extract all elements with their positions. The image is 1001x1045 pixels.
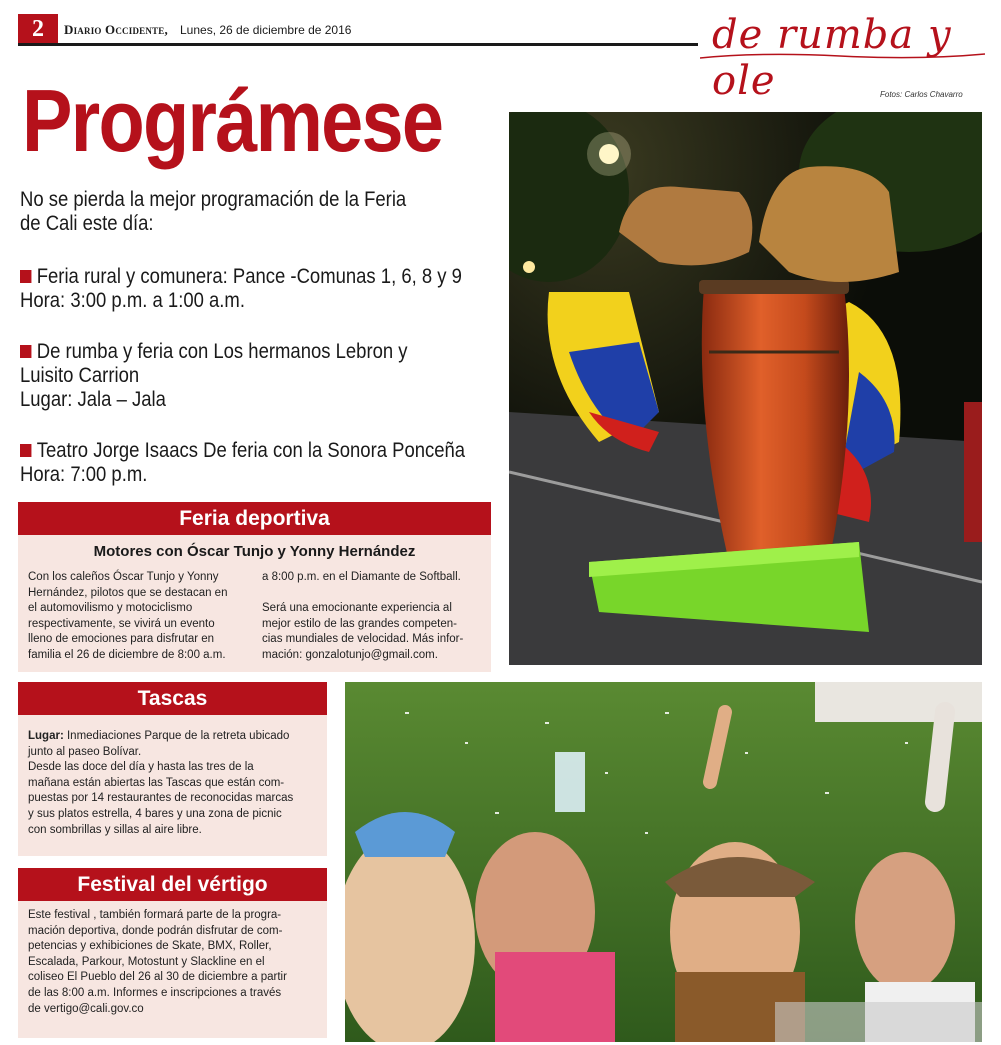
text-line: el automovilismo y motociclismo <box>28 602 193 615</box>
feria-deportiva-col1 <box>28 570 246 664</box>
newspaper-name: Diario Occidente, <box>64 22 168 37</box>
vertigo-text <box>28 908 320 1017</box>
intro-text <box>20 188 406 236</box>
text-line: familia el 26 de diciembre de 8:00 a.m. <box>28 648 226 661</box>
program-item-line: Feria rural y comunera: Pance -Comunas 1, 6, 8 y 9 <box>36 265 462 288</box>
text-line: mejor estilo de las grandes competen- <box>262 617 457 630</box>
intro-line: No se pierda la mejor programación de la Feria <box>20 188 407 211</box>
bullet-square-icon <box>20 270 31 283</box>
feria-deportiva-title: Feria deportiva <box>18 502 491 535</box>
text-line: Con los caleños Óscar Tunjo y Yonny <box>28 571 219 583</box>
text-line: con sombrillas y sillas al aire libre. <box>28 823 202 836</box>
program-item <box>20 265 462 313</box>
section-banner: de rumba y ole <box>712 12 952 104</box>
tascas-label: Lugar: <box>28 730 64 742</box>
text-line: mación: gonzalotunjo@gmail.com. <box>262 648 438 661</box>
section-swash-decoration <box>700 50 985 90</box>
program-item-line: Hora: 3:00 p.m. a 1:00 a.m. <box>20 289 245 312</box>
page-number: 2 <box>18 14 58 44</box>
text-line: puestas por 14 restaurantes de reconocidas marcas <box>28 792 294 805</box>
text-line: Desde las doce del día y hasta las tres de la <box>28 761 254 774</box>
vertigo-box <box>18 868 327 1038</box>
tascas-title: Tascas <box>18 682 327 715</box>
text-line: y sus platos estrella, 4 bares y una zona de picnic <box>28 807 282 820</box>
text-line: cias mundiales de velocidad. Más infor- <box>262 633 464 646</box>
program-item-line: Teatro Jorge Isaacs De feria con la Sonora Ponceña <box>36 439 466 462</box>
text-line: Será una emocionante experiencia al <box>262 602 452 615</box>
feria-deportiva-subtitle: Motores con Óscar Tunjo y Yonny Hernández <box>93 543 416 560</box>
photo-credit: Fotos: Carlos Chavarro <box>880 90 963 99</box>
vertigo-title: Festival del vértigo <box>18 868 327 901</box>
tascas-box <box>18 682 327 856</box>
text-line: a 8:00 p.m. en el Diamante de Softball. <box>262 571 461 583</box>
page-title: Prográmese <box>22 71 443 170</box>
conga-float-photo <box>509 112 982 665</box>
program-item <box>20 439 465 487</box>
program-item-line: Lugar: Jala – Jala <box>20 388 166 411</box>
text-line: junto al paseo Bolívar. <box>28 745 142 758</box>
text-line: Este festival , también formará parte de la progra- <box>28 909 282 921</box>
text-line: Escalada, Parkour, Motostunt y Slackline en el <box>28 955 265 968</box>
text-line: lleno de emociones para disfrutar en <box>28 633 215 646</box>
program-item <box>20 340 408 412</box>
header-rule <box>18 43 698 46</box>
bullet-square-icon <box>20 444 31 457</box>
intro-line: de Cali este día: <box>20 212 154 235</box>
text-line: mación deportiva, donde podrán disfrutar de com- <box>28 924 283 937</box>
feria-deportiva-col2 <box>262 570 484 664</box>
text-line: de las 8:00 a.m. Informes e inscripciones a través <box>28 986 282 999</box>
text-line: Inmediaciones Parque de la retreta ubicado <box>63 730 290 742</box>
crowd-photo <box>345 682 982 1042</box>
bullet-square-icon <box>20 345 31 358</box>
tascas-text <box>28 729 320 838</box>
issue-date: Lunes, 26 de diciembre de 2016 <box>180 23 352 37</box>
text-line: mañana están abiertas las Tascas que están com- <box>28 776 285 789</box>
program-item-line: De rumba y feria con Los hermanos Lebron y <box>36 340 408 363</box>
text-line: Hernández, pilotos que se destacan en <box>28 586 228 599</box>
text-line: coliseo El Pueblo del 26 al 30 de diciembre a partir <box>28 971 287 984</box>
program-item-line: Hora: 7:00 p.m. <box>20 463 148 486</box>
feria-deportiva-box <box>18 502 491 672</box>
program-item-line: Luisito Carrion <box>20 364 140 387</box>
text-line: respectivamente, se vivirá un evento <box>28 617 215 630</box>
text-line-blank <box>262 586 484 602</box>
text-line: de vertigo@cali.gov.co <box>28 1002 144 1015</box>
text-line: petencias y exhibiciones de Skate, BMX, Roller, <box>28 940 272 953</box>
